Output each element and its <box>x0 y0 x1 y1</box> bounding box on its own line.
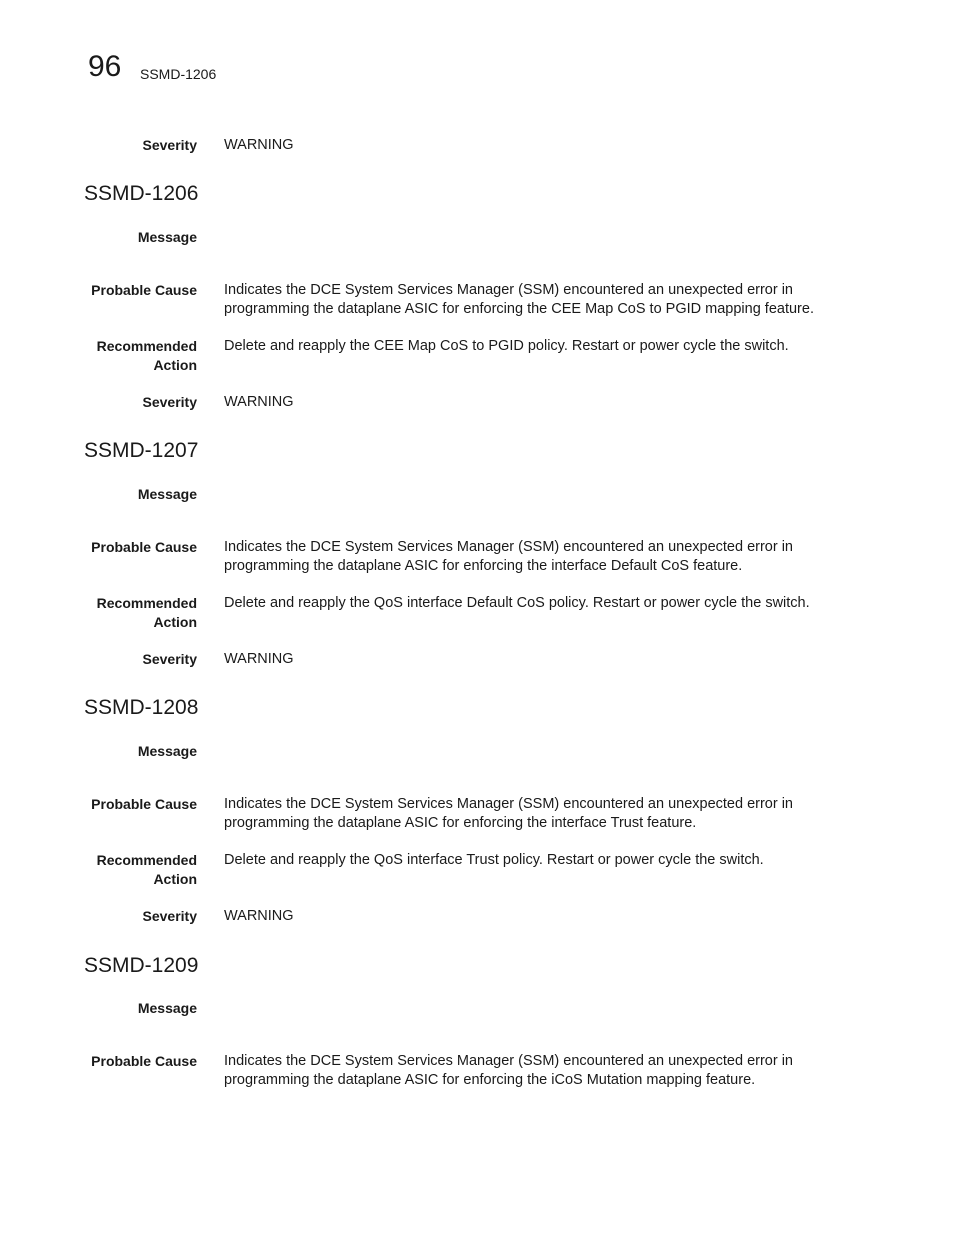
running-header: SSMD-1206 <box>140 66 217 82</box>
severity-value: WARNING <box>224 908 294 924</box>
probable-cause-text <box>224 281 844 319</box>
message-label: Message <box>137 1000 197 1016</box>
text-line: Indicates the DCE System Services Manager (SSM) encountered an unexpected error in <box>224 539 793 555</box>
probable-cause-label: Probable Cause <box>91 1053 197 1069</box>
probable-cause-text <box>224 795 844 833</box>
section-title: SSMD-1206 <box>84 182 199 205</box>
recommended-action-label <box>57 337 197 375</box>
recommended-action-label <box>57 594 197 632</box>
message-label: Message <box>137 743 197 759</box>
label-line: Action <box>153 871 197 887</box>
probable-cause-text <box>224 538 844 576</box>
message-label: Message <box>137 229 197 245</box>
severity-value: WARNING <box>224 651 294 667</box>
probable-cause-text <box>224 1052 844 1090</box>
text-line: programming the dataplane ASIC for enforcing the interface Default CoS feature. <box>224 558 743 574</box>
section-title: SSMD-1207 <box>84 439 199 462</box>
severity-value: WARNING <box>224 137 294 153</box>
text-line: programming the dataplane ASIC for enforcing the CEE Map CoS to PGID mapping feature. <box>224 301 814 317</box>
text-line: programming the dataplane ASIC for enforcing the interface Trust feature. <box>224 815 697 831</box>
section-title: SSMD-1208 <box>84 696 199 719</box>
label-line: Recommended <box>96 338 197 354</box>
severity-label: Severity <box>142 651 197 667</box>
recommended-action-text: Delete and reapply the CEE Map CoS to PGID policy. Restart or power cycle the switch. <box>224 338 789 354</box>
severity-label: Severity <box>142 394 197 410</box>
label-line: Recommended <box>96 852 197 868</box>
label-line: Action <box>153 614 197 630</box>
severity-label: Severity <box>142 908 197 924</box>
severity-label: Severity <box>142 137 197 153</box>
message-label: Message <box>137 486 197 502</box>
recommended-action-text: Delete and reapply the QoS interface Trust policy. Restart or power cycle the switch. <box>224 852 764 868</box>
section-title: SSMD-1209 <box>84 954 199 977</box>
label-line: Action <box>153 357 197 373</box>
probable-cause-label: Probable Cause <box>91 539 197 555</box>
label-line: Recommended <box>96 595 197 611</box>
text-line: Indicates the DCE System Services Manager (SSM) encountered an unexpected error in <box>224 282 793 298</box>
recommended-action-text: Delete and reapply the QoS interface Default CoS policy. Restart or power cycle the switch. <box>224 595 810 611</box>
probable-cause-label: Probable Cause <box>91 282 197 298</box>
probable-cause-label: Probable Cause <box>91 796 197 812</box>
text-line: Indicates the DCE System Services Manager (SSM) encountered an unexpected error in <box>224 1053 793 1069</box>
severity-value: WARNING <box>224 394 294 410</box>
text-line: programming the dataplane ASIC for enforcing the iCoS Mutation mapping feature. <box>224 1072 756 1088</box>
recommended-action-label <box>57 851 197 889</box>
page-number: 96 <box>88 50 122 83</box>
text-line: Indicates the DCE System Services Manager (SSM) encountered an unexpected error in <box>224 796 793 812</box>
